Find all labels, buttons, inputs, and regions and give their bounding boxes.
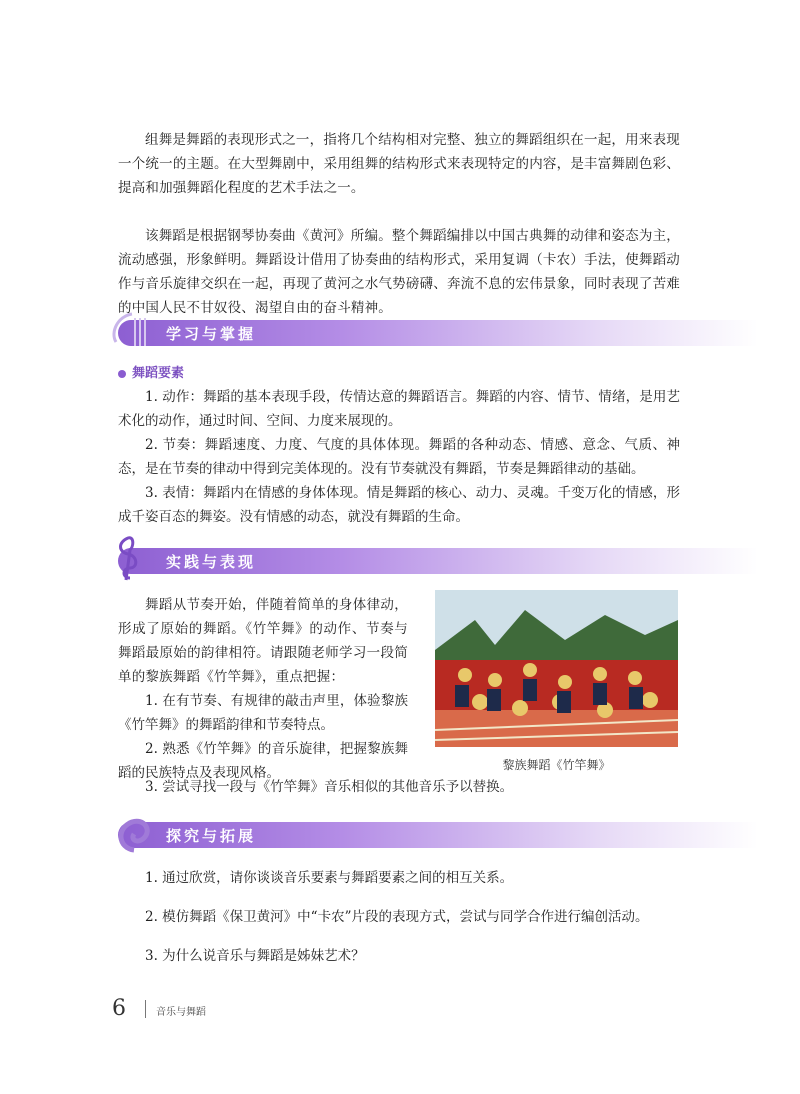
section-banner-explore bbox=[118, 822, 758, 848]
section-banner-learn bbox=[118, 320, 758, 346]
footer-divider bbox=[145, 1000, 146, 1018]
explore-item-2: 2. 模仿舞蹈《保卫黄河》中“卡农”片段的表现方式，尝试与同学合作进行编创活动。 bbox=[145, 909, 649, 925]
explore-item-1: 1. 通过欣赏，请你谈谈音乐要素与舞蹈要素之间的相互关系。 bbox=[145, 870, 514, 886]
intro-paragraph-2: 该舞蹈是根据钢琴协奏曲《黄河》所编。整个舞蹈编排以中国古典舞的动律和姿态为主，流动感强，形象鲜明。舞蹈设计借用了协奏曲的结构形式，采用复调（卡农）手法，使舞蹈动作与音乐旋律交织在一起，再现了黄河之水气势磅礴、奔流不息的宏伟景象，同时表现了苦难的中国人民不甘奴役、渴望自由的奋斗精神。 bbox=[118, 228, 680, 316]
explore-item-3: 3. 为什么说音乐与舞蹈是姊妹艺术？ bbox=[145, 948, 365, 964]
section-title-learn: 学习与掌握 bbox=[166, 325, 257, 343]
treble-clef-icon bbox=[112, 534, 146, 584]
practice-item-1: 1. 在有节奏、有规律的敲击声里，体验黎族《竹竿舞》的舞蹈韵律和节奏特点。 bbox=[118, 693, 408, 733]
learn-item-1: 1. 动作：舞蹈的基本表现手段，传情达意的舞蹈语言。舞蹈的内容、情节、情绪，是用艺术化的动作，通过时间、空间、力度来展现的。 bbox=[118, 389, 680, 429]
sub-heading-label: 舞蹈要素 bbox=[132, 366, 185, 381]
bullet-dot-icon bbox=[118, 370, 126, 378]
section-title-explore: 探究与拓展 bbox=[166, 827, 257, 845]
learn-item-2: 2. 节奏：舞蹈速度、力度、气度的具体体现。舞蹈的各种动态、情感、意念、气质、神态，是在节奏的律动中得到完美体现的。没有节奏就没有舞蹈，节奏是舞蹈律动的基础。 bbox=[118, 437, 680, 477]
section-title-practice: 实践与表现 bbox=[166, 553, 257, 571]
practice-item-2: 2. 熟悉《竹竿舞》的音乐旋律，把握黎族舞蹈的民族特点及表现风格。 bbox=[118, 741, 408, 781]
practice-intro: 舞蹈从节奏开始，伴随着简单的身体律动，形成了原始的舞蹈。《竹竿舞》的动作、节奏与舞蹈最原始的韵律相符。请跟随老师学习一段简单的黎族舞蹈《竹竿舞》，重点把握： bbox=[118, 597, 408, 685]
practice-item-3: 3. 尝试寻找一段与《竹竿舞》音乐相似的其他音乐予以替换。 bbox=[145, 779, 514, 795]
music-staff-icon bbox=[108, 308, 158, 348]
sub-heading-dance-elements bbox=[118, 362, 184, 381]
section-banner-practice bbox=[118, 548, 758, 574]
bamboo-dance-photo bbox=[435, 590, 678, 747]
learn-item-3: 3. 表情：舞蹈内在情感的身体体现。情是舞蹈的核心、动力、灵魂。千变万化的情感，形成千姿百态的舞姿。没有情感的动态，就没有舞蹈的生命。 bbox=[118, 485, 680, 525]
intro-paragraph-1: 组舞是舞蹈的表现形式之一，指将几个结构相对完整、独立的舞蹈组织在一起，用来表现一个统一的主题。在大型舞剧中，采用组舞的结构形式来表现特定的内容，是丰富舞剧色彩、提高和加强舞蹈化程度的艺术手法之一。 bbox=[118, 132, 680, 196]
swirl-icon bbox=[114, 814, 154, 854]
photo-caption: 黎族舞蹈《竹竿舞》 bbox=[502, 758, 611, 772]
book-title: 音乐与舞蹈 bbox=[156, 1007, 206, 1018]
page-number: 6 bbox=[112, 996, 126, 1021]
